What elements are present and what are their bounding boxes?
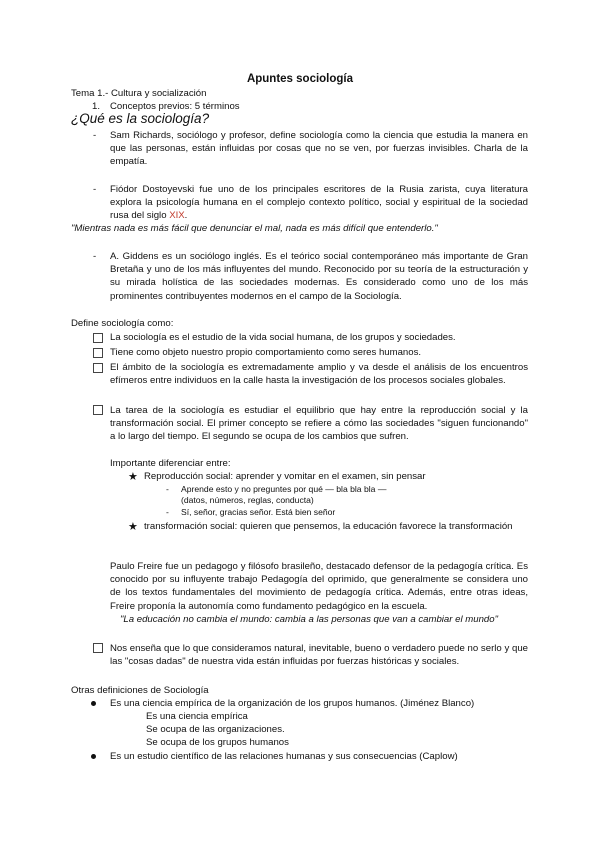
dash-bullet: - (93, 251, 97, 262)
dash-bullet: - (166, 484, 169, 494)
checklist-item: La tarea de la sociología es estudiar el equilibrio que hay entre la reproducción social y la transformación social. El primer concepto se refiere a cómo las sociedades "siguen funcionando" a lo largo del tiempo. El segundo se ocupa de los cambios que sufren. (110, 405, 528, 443)
definition-sub: Se ocupa de las organizaciones. (146, 724, 285, 735)
checkbox[interactable] (93, 363, 103, 373)
definition-sub: Es una ciencia empírica (146, 711, 248, 722)
checklist-item: Tiene como objeto nuestro propio comportamiento como seres humanos. (110, 347, 422, 358)
checkbox[interactable] (93, 643, 103, 653)
checkbox[interactable] (93, 333, 103, 343)
define-label: Define sociología como: (71, 318, 174, 329)
checklist-item: Nos enseña que lo que consideramos natural, inevitable, bueno o verdadero puede no serlo y que las "cosas dadas" de nuestra vida están influidas por fuerzas históricas y sociales. (110, 643, 528, 668)
period: . (184, 210, 188, 222)
reproduction-sub: Sí, señor, gracias señor. Está bien señor (181, 507, 336, 517)
dash-bullet: - (93, 130, 97, 141)
checkbox[interactable] (93, 405, 103, 415)
star-icon: ★ (128, 521, 138, 533)
transformation-item: transformación social: quieren que pensemos, la educación favorece la transformación (144, 521, 513, 532)
reproduction-sub-note: (datos, números, reglas, conducta) (181, 495, 314, 505)
giddens-paragraph: A. Giddens es un sociólogo inglés. Es el teórico social contemporáneo más importante de Gran Bretaña y uno de los más influyentes del mundo. Reconocido por su teoría de la estructuración y su mirada holística de las sociedades modernas. Es considerado como uno de los más prominentes contribuyentes modernos en el campo de la Sociología. (110, 251, 528, 302)
richards-paragraph: Sam Richards, sociólogo y profesor, define sociología como la ciencia que estudia la manera en que las personas, están influidas por cosas que no se ven, por fuerzas invisibles. Charla de la empatía. (110, 130, 528, 168)
freire-quote: "La educación no cambia el mundo: cambia a las personas que van a cambiar el mundo" (120, 614, 498, 625)
dash-bullet: - (93, 184, 97, 195)
checklist-item: La sociología es el estudio de la vida social humana, de los grupos y sociedades. (110, 332, 456, 343)
freire-paragraph: Paulo Freire fue un pedagogo y filósofo brasileño, destacado defensor de la pedagogía crítica. Es conocido por su influyente trabajo Pedagogía del oprimido, que generalmente se considera uno de los textos fundamentales del movimiento de pedagogía crítica. Además, entre otras ideas, Freire proponía la autonomía como fundamento pedagógico en la escuela. (110, 561, 528, 612)
dostoyevski-paragraph (110, 183, 528, 223)
checkbox[interactable] (93, 348, 103, 358)
star-icon: ★ (128, 471, 138, 483)
dostoyevski-quote: "Mientras nada es más fácil que denunciar el mal, nada es más difícil que entenderlo." (71, 223, 438, 234)
other-definitions-label: Otras definiciones de Sociología (71, 685, 209, 696)
page-title: Apuntes sociología (246, 73, 354, 85)
concepts-item: Conceptos previos: 5 términos (110, 101, 240, 112)
bullet (91, 754, 96, 759)
section-heading: ¿Qué es la sociología? (71, 111, 210, 126)
reproduction-sub: Aprende esto y no preguntes por qué — bla bla bla — (181, 484, 387, 494)
definition-item: Es un estudio científico de las relaciones humanas y sus consecuencias (Caplow) (110, 751, 458, 762)
dostoyevski-text: Fiódor Dostoyevski fue uno de los principales escritores de la Rusia zarista, cuya literatura explora la psicología humana en el complejo contexto político, social y espiritual de la sociedad rusa del siglo (110, 184, 528, 222)
definition-item: Es una ciencia empírica de la organización de los grupos humanos. (Jiménez Blanco) (110, 698, 475, 709)
topic-heading: Tema 1.- Cultura y socialización (71, 88, 207, 99)
checklist-item: El ámbito de la sociología es extremadamente amplio y va desde el análisis de los encuentros efímeros entre individuos en la calle hasta la investigación de los procesos sociales globales. (110, 362, 528, 387)
century-highlight: XIX (169, 210, 185, 222)
bullet (91, 701, 96, 706)
definition-sub: Se ocupa de los grupos humanos (146, 737, 289, 748)
reproduction-item: Reproducción social: aprender y vomitar en el examen, sin pensar (144, 471, 426, 482)
important-label: Importante diferenciar entre: (110, 458, 231, 469)
dash-bullet: - (166, 507, 169, 517)
list-number: 1. (92, 101, 101, 112)
